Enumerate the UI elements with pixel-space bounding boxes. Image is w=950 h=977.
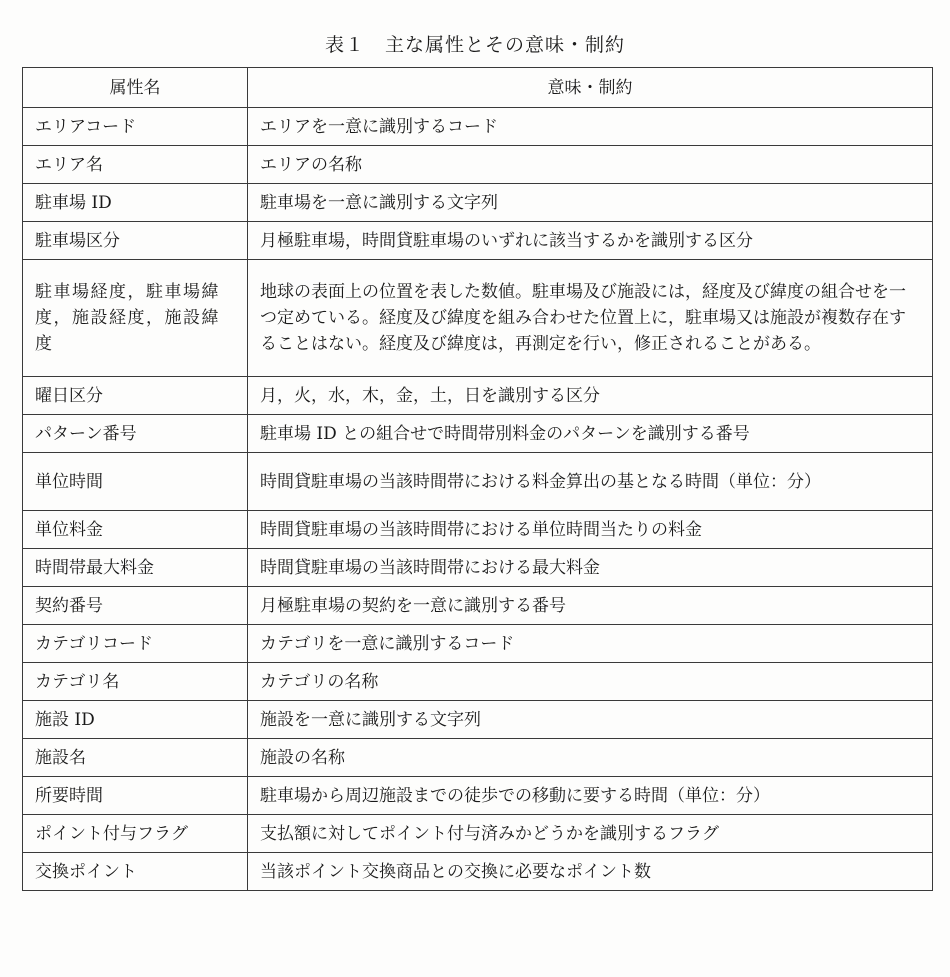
attribute-name-cell: パターン番号 — [23, 415, 248, 453]
table-caption: 表１ 主な属性とその意味・制約 — [324, 34, 625, 56]
meaning-cell: 時間貸駐車場の当該時間帯における料金算出の基となる時間（単位：分） — [248, 453, 933, 511]
table-row — [23, 222, 933, 260]
attribute-name-cell: 駐車場経度，駐車場緯度，施設経度，施設緯度 — [23, 260, 248, 377]
table-row — [23, 184, 933, 222]
header-meaning-constraint: 意味・制約 — [248, 68, 933, 108]
meaning-cell: 施設を一意に識別する文字列 — [248, 701, 933, 739]
meaning-cell: 駐車場を一意に識別する文字列 — [248, 184, 933, 222]
attribute-table — [22, 67, 933, 891]
meaning-cell: 駐車場 ID との組合せで時間帯別料金のパターンを識別する番号 — [248, 415, 933, 453]
attribute-name-cell: 駐車場 ID — [23, 184, 248, 222]
attribute-name-cell: 駐車場区分 — [23, 222, 248, 260]
attribute-name-cell: カテゴリ名 — [23, 663, 248, 701]
table-row — [23, 777, 933, 815]
attribute-name-cell: 時間帯最大料金 — [23, 549, 248, 587]
table-row — [23, 739, 933, 777]
meaning-cell: 時間貸駐車場の当該時間帯における単位時間当たりの料金 — [248, 511, 933, 549]
meaning-cell: 支払額に対してポイント付与済みかどうかを識別するフラグ — [248, 815, 933, 853]
table-row — [23, 146, 933, 184]
table-row — [23, 625, 933, 663]
attribute-name-cell: 施設 ID — [23, 701, 248, 739]
attribute-name-cell: 所要時間 — [23, 777, 248, 815]
meaning-cell: エリアを一意に識別するコード — [248, 108, 933, 146]
table-row — [23, 453, 933, 511]
table-row — [23, 415, 933, 453]
attribute-name-cell: カテゴリコード — [23, 625, 248, 663]
meaning-cell: 当該ポイント交換商品との交換に必要なポイント数 — [248, 853, 933, 891]
attribute-name-cell: ポイント付与フラグ — [23, 815, 248, 853]
attribute-name-cell: 単位料金 — [23, 511, 248, 549]
meaning-cell: カテゴリを一意に識別するコード — [248, 625, 933, 663]
header-attribute-name: 属性名 — [23, 68, 248, 108]
attribute-name-cell: 曜日区分 — [23, 377, 248, 415]
table-row — [23, 108, 933, 146]
attribute-name-cell: 契約番号 — [23, 587, 248, 625]
attribute-name-cell: エリアコード — [23, 108, 248, 146]
attribute-name-cell: エリア名 — [23, 146, 248, 184]
meaning-cell: 施設の名称 — [248, 739, 933, 777]
table-row — [23, 815, 933, 853]
table-header-row — [23, 68, 933, 108]
table-row — [23, 587, 933, 625]
meaning-cell: 月極駐車場，時間貸駐車場のいずれに該当するかを識別する区分 — [248, 222, 933, 260]
table-row — [23, 260, 933, 377]
attribute-name-cell: 単位時間 — [23, 453, 248, 511]
attribute-name-cell: 施設名 — [23, 739, 248, 777]
table-row — [23, 663, 933, 701]
table-row — [23, 511, 933, 549]
meaning-cell: 時間貸駐車場の当該時間帯における最大料金 — [248, 549, 933, 587]
meaning-cell: 月，火，水，木，金，土，日を識別する区分 — [248, 377, 933, 415]
meaning-cell: 地球の表面上の位置を表した数値。駐車場及び施設には，経度及び緯度の組合せを一つ定めている。経度及び緯度を組み合わせた位置上に，駐車場又は施設が複数存在することはない。経度及び緯度は，再測定を行い，修正されることがある。 — [248, 260, 933, 377]
table-row — [23, 701, 933, 739]
table-row — [23, 853, 933, 891]
table-row — [23, 377, 933, 415]
meaning-cell: エリアの名称 — [248, 146, 933, 184]
attribute-name-cell: 交換ポイント — [23, 853, 248, 891]
meaning-cell: 月極駐車場の契約を一意に識別する番号 — [248, 587, 933, 625]
meaning-cell: 駐車場から周辺施設までの徒歩での移動に要する時間（単位：分） — [248, 777, 933, 815]
meaning-cell: カテゴリの名称 — [248, 663, 933, 701]
table-row — [23, 549, 933, 587]
